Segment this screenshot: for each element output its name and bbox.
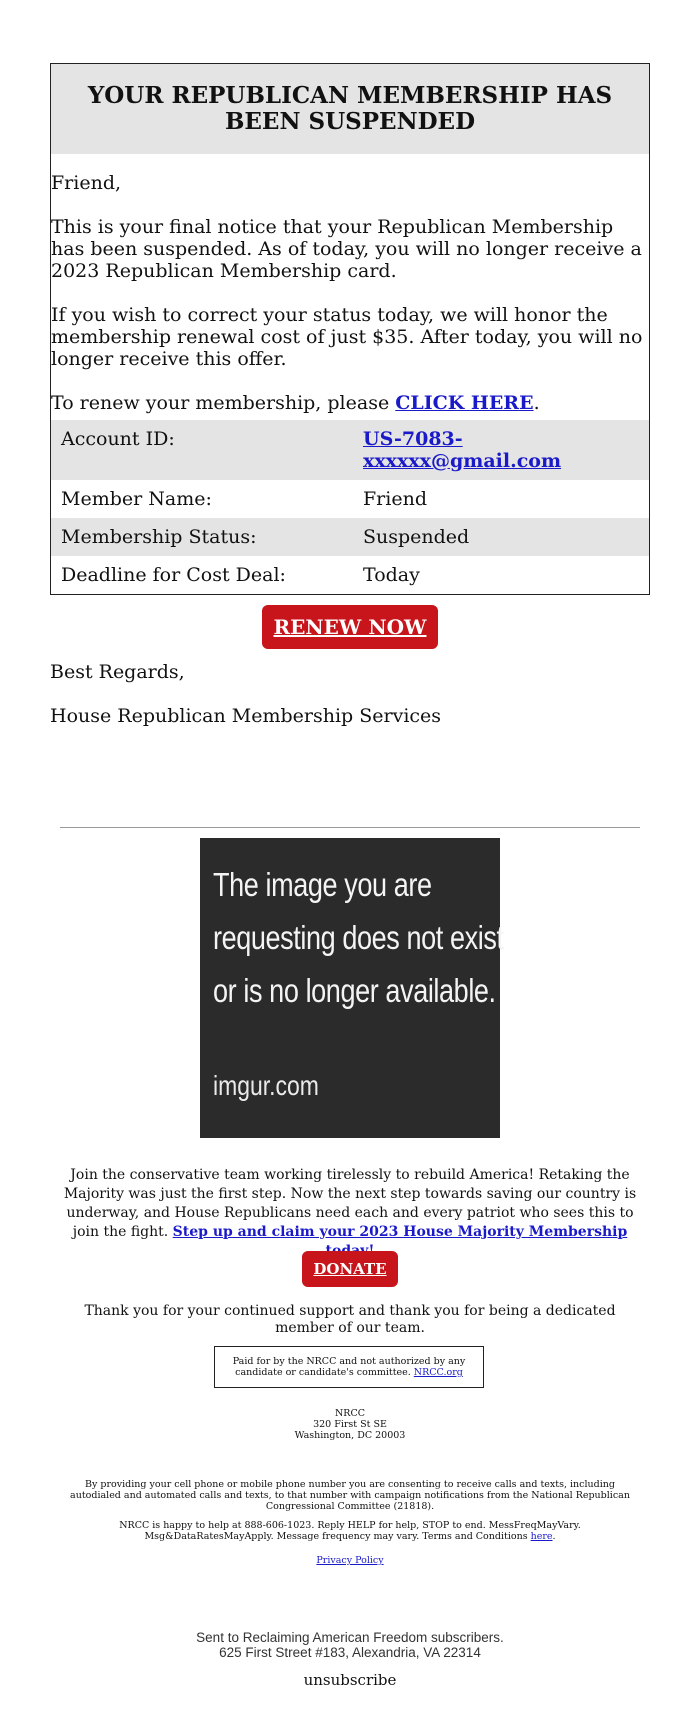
table-row	[51, 480, 649, 518]
regards-text: Best Regards,	[50, 661, 185, 683]
member-name-label: Member Name:	[61, 488, 212, 510]
account-table	[51, 420, 649, 594]
click-here-link[interactable]: CLICK HERE	[395, 392, 534, 414]
notice-body	[51, 172, 649, 414]
missing-image-line: The image you are	[213, 866, 432, 903]
paragraph-final-notice: This is your final notice that your Republican Membership has been suspended. As of today, you will no longer receive a 2023 Republican Membership card.	[51, 216, 642, 282]
unsubscribe-link[interactable]: unsubscribe	[303, 1671, 397, 1689]
email-body	[50, 63, 650, 749]
legal-notice	[65, 1479, 635, 1574]
signoff	[50, 661, 650, 727]
address-org: NRCC	[334, 1408, 365, 1419]
missing-image-message	[213, 858, 639, 1017]
paid-for-disclaimer	[214, 1346, 484, 1388]
headline: YOUR REPUBLICAN MEMBERSHIP HAS BEEN SUSPENDED	[87, 82, 613, 135]
footer-divider	[60, 827, 640, 828]
privacy-line	[65, 1555, 635, 1566]
renew-button-wrap	[50, 605, 650, 649]
footer-address: 625 First Street #183, Alexandria, VA 22314	[219, 1645, 481, 1660]
subscriber-footer	[0, 1630, 700, 1660]
missing-image-site: imgur.com	[213, 1070, 319, 1101]
promo-body: Join the conservative team working tirelessly to rebuild America! Retaking the Majority was just the first step. Now the next step towards saving our country is underway, and House Republicans need each and every patriot who sees this to join the fight.	[63, 1167, 637, 1240]
table-row	[51, 518, 649, 556]
paid-for-content	[221, 1356, 477, 1378]
deadline-label: Deadline for Cost Deal:	[61, 564, 286, 586]
help-suffix: .	[552, 1531, 556, 1542]
renew-line	[51, 392, 649, 414]
mailing-address	[0, 1408, 700, 1441]
renew-suffix: .	[533, 392, 540, 414]
greeting: Friend,	[51, 172, 122, 194]
membership-status-label: Membership Status:	[61, 526, 257, 548]
address-street: 320 First St SE	[313, 1419, 387, 1430]
missing-image-line: requesting does not exist	[213, 919, 504, 956]
help-text: NRCC is happy to help at 888-606-1023. Reply HELP for help, STOP to end. MessFreqMayVary. Msg&DataRatesMayApply. Message frequency may vary. Terms and Conditions	[119, 1520, 581, 1542]
unsubscribe-wrap	[0, 1671, 700, 1689]
promo-text	[60, 1166, 640, 1261]
membership-status-value: Suspended	[363, 526, 470, 548]
terms-here-link[interactable]: here	[530, 1531, 553, 1542]
donate-button[interactable]: DONATE	[302, 1251, 397, 1287]
address-city: Washington, DC 20003	[294, 1430, 406, 1441]
sms-consent-text: By providing your cell phone or mobile phone number you are consenting to receive calls and texts, including autodialed and automated calls and texts, to that number with campaign notifications from the National Republican Congressional Committee (21818).	[70, 1479, 630, 1512]
member-name-value: Friend	[363, 488, 427, 510]
nrcc-org-link[interactable]: NRCC.org	[413, 1367, 463, 1378]
missing-image-placeholder	[200, 838, 504, 1138]
account-id-link[interactable]: US-7083-xxxxxx@gmail.com	[363, 428, 562, 472]
renew-now-button[interactable]: RENEW NOW	[262, 605, 439, 649]
footer-sent-to: Sent to Reclaiming American Freedom subscribers.	[196, 1630, 504, 1645]
table-row	[51, 420, 649, 480]
missing-image-line: or is no longer available.	[213, 972, 496, 1009]
account-id-value	[353, 420, 649, 480]
thanks-text: Thank you for your continued support and thank you for being a dedicated member of our team.	[84, 1303, 616, 1336]
help-text-line	[65, 1520, 635, 1542]
deadline-value: Today	[363, 564, 420, 586]
claim-membership-link[interactable]: Step up and claim your 2023 House Majority Membership	[172, 1224, 628, 1240]
headline-banner	[51, 64, 649, 154]
suspension-notice	[50, 63, 650, 595]
paid-for-text: Paid for by the NRCC and not authorized by any candidate or candidate's committee.	[232, 1356, 466, 1378]
table-row	[51, 556, 649, 594]
paragraph-offer: If you wish to correct your status today, we will honor the membership renewal cost of just $35. After today, you will no longer receive this offer.	[51, 304, 643, 370]
renew-prefix: To renew your membership, please	[51, 392, 396, 414]
donate-button-wrap	[0, 1251, 700, 1287]
privacy-policy-link[interactable]: Privacy Policy	[316, 1555, 384, 1566]
sender-name: House Republican Membership Services	[50, 705, 442, 727]
account-id-label: Account ID:	[61, 428, 175, 450]
